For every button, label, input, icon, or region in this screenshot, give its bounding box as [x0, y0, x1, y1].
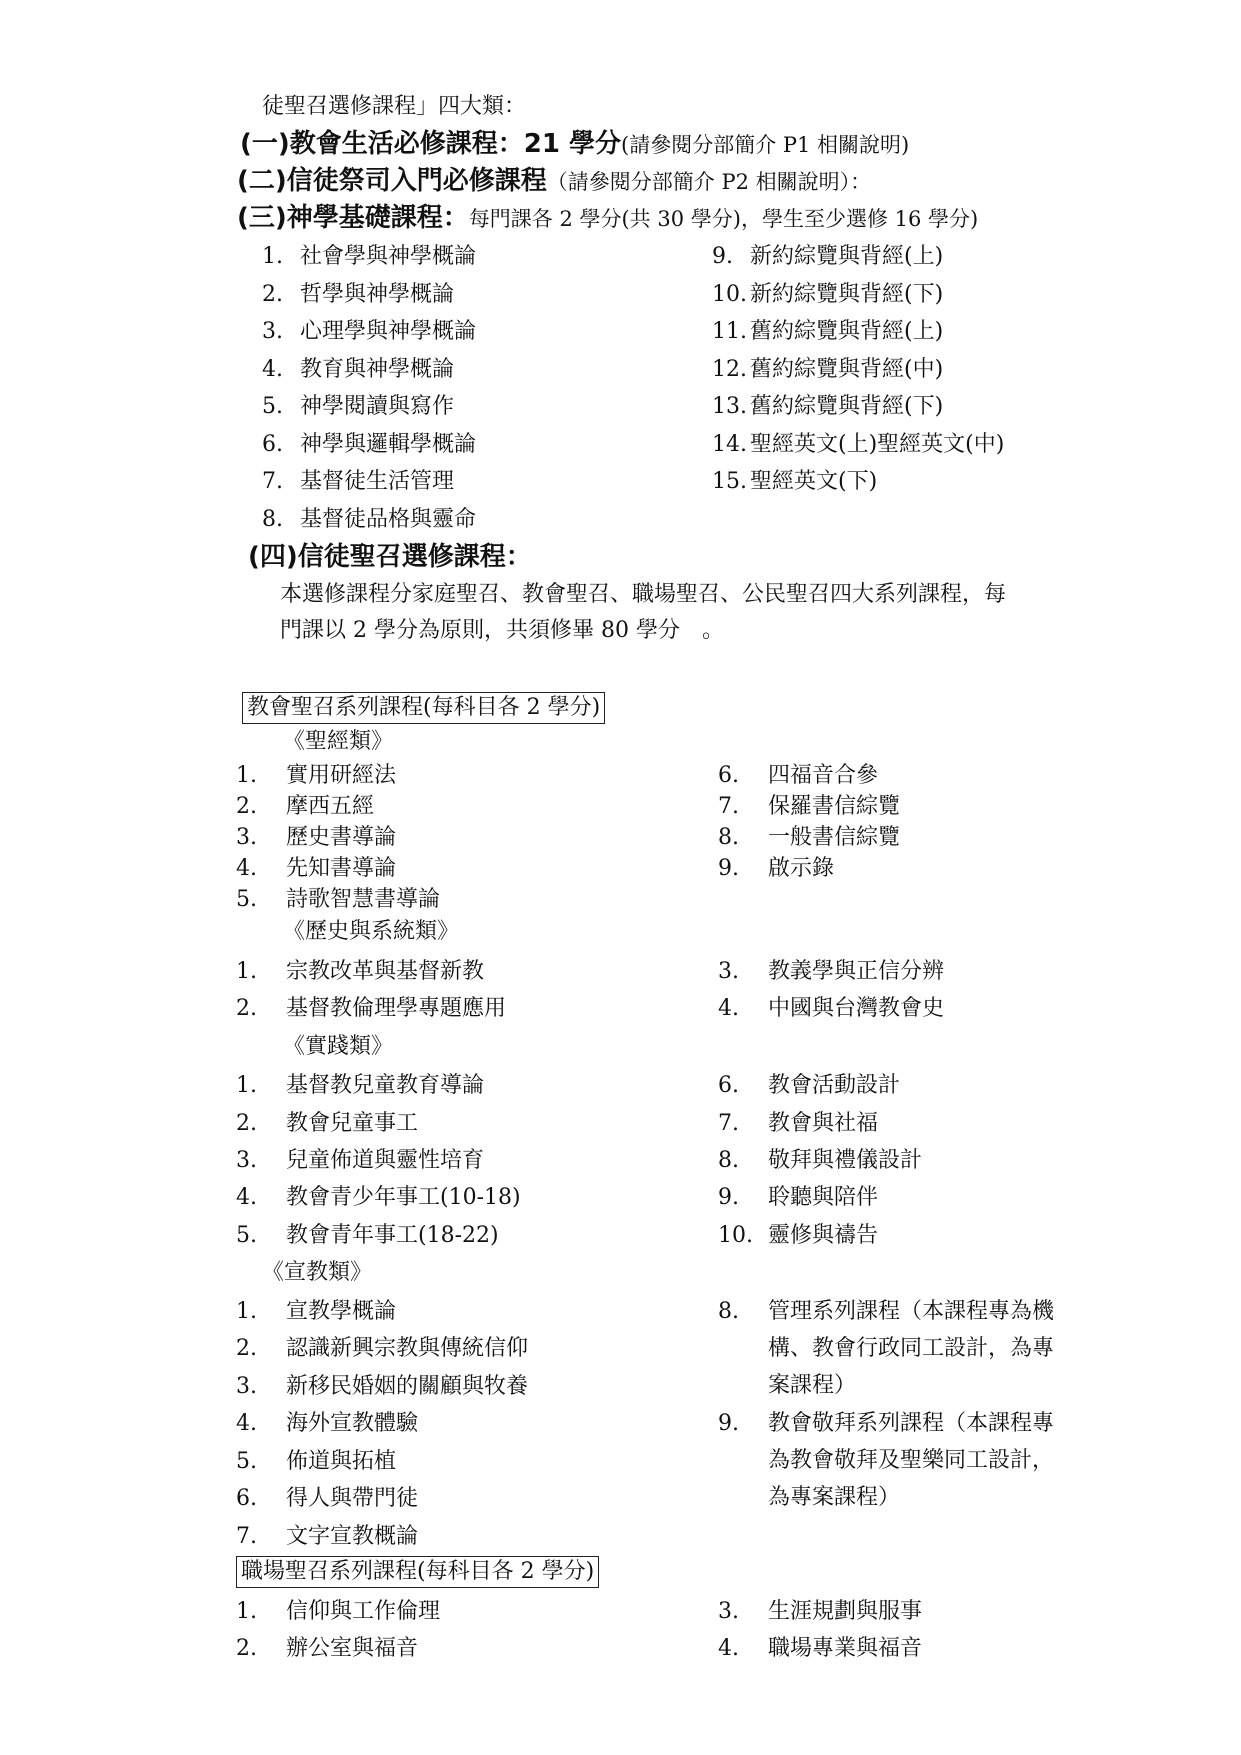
practice-category-label: 《實踐類》 — [283, 1034, 394, 1059]
foundation-course: 15. 聖經英文(下) — [712, 469, 878, 494]
history-category-label: 《歷史與系統類》 — [283, 919, 460, 944]
section-3-title: (三)神學基礎課程： — [237, 203, 469, 233]
foundation-course: 9. 新約綜覽與背經(上) — [712, 244, 944, 269]
foundation-course: 8. 基督徒品格與靈命 — [262, 507, 477, 532]
foundation-course: 5. 神學閱讀與寫作 — [262, 394, 455, 419]
intro-line: 徒聖召選修課程」四大類： — [262, 94, 527, 119]
list-item: 7. 教會與社福 — [718, 1111, 879, 1136]
list-item: 10. 靈修與禱告 — [718, 1223, 879, 1248]
list-item: 2. 辦公室與福音 — [236, 1636, 419, 1661]
section-1-note: (請參閱分部簡介 P1 相關說明) — [621, 133, 910, 157]
list-item: 2. 認識新興宗教與傳統信仰 — [236, 1336, 529, 1361]
list-item: 9. 啟示錄 — [718, 856, 835, 881]
list-item: 5. 教會青年事工(18-22) — [236, 1223, 499, 1248]
foundation-course: 14. 聖經英文(上)聖經英文(中) — [712, 432, 1005, 457]
list-item: 9. 聆聽與陪伴 — [718, 1185, 879, 1210]
list-item: 6. 得人與帶門徒 — [236, 1486, 419, 1511]
mission-category-label: 《宣教類》 — [262, 1260, 373, 1285]
list-item: 8. 敬拜與禮儀設計 — [718, 1148, 923, 1173]
list-item: 5. 佈道與拓植 — [236, 1449, 397, 1474]
list-item: 2. 教會兒童事工 — [236, 1111, 419, 1136]
list-item: 3. 教義學與正信分辨 — [718, 959, 945, 984]
section-3-heading — [237, 202, 978, 235]
section-4-heading — [248, 541, 532, 573]
list-item: 4. 中國與台灣教會史 — [718, 996, 945, 1021]
section-3-note: 每門課各 2 學分(共 30 學分)，學生至少選修 16 學分) — [468, 207, 979, 231]
list-item: 3. 新移民婚姻的關顧與牧養 — [236, 1374, 529, 1399]
foundation-course: 2. 哲學與神學概論 — [262, 282, 455, 307]
list-item: 1. 基督教兒童教育導論 — [236, 1073, 485, 1098]
workplace-series-title: 職場聖召系列課程(每科目各 2 學分) — [236, 1556, 599, 1588]
list-item: 1. 實用研經法 — [236, 763, 397, 788]
list-item: 6. 四福音合參 — [718, 763, 879, 788]
section-2-note: （請參閱分部簡介 P2 相關說明）： — [546, 170, 872, 194]
section-4-desc-line-2: 門課以 2 學分為原則，共須修畢 80 學分 。 — [280, 618, 724, 643]
list-item: 8. 管理系列課程（本課程專為機 構、教會行政同工設計，為專 案課程） — [718, 1299, 1055, 1398]
foundation-course: 13. 舊約綜覽與背經(下) — [712, 394, 944, 419]
list-item: 1. 信仰與工作倫理 — [236, 1599, 441, 1624]
foundation-course: 10. 新約綜覽與背經(下) — [712, 282, 944, 307]
list-item: 5. 詩歌智慧書導論 — [236, 887, 441, 912]
list-item: 9. 教會敬拜系列課程（本課程專 為教會敬拜及聖樂同工設計， 為專案課程） — [718, 1411, 1055, 1510]
foundation-course: 11. 舊約綜覽與背經(上) — [712, 319, 944, 344]
list-item: 4. 先知書導論 — [236, 856, 397, 881]
section-4-title: (四)信徒聖召選修課程： — [248, 542, 532, 572]
section-2-heading — [237, 165, 871, 198]
foundation-course: 1. 社會學與神學概論 — [262, 244, 477, 269]
list-item: 7. 保羅書信綜覽 — [718, 794, 901, 819]
section-2-title: (二)信徒祭司入門必修課程 — [237, 166, 547, 196]
list-item: 1. 宣教學概論 — [236, 1299, 397, 1324]
section-1-title: (一)教會生活必修課程：21 學分 — [240, 129, 621, 159]
foundation-course: 7. 基督徒生活管理 — [262, 469, 455, 494]
list-item: 1. 宗教改革與基督新教 — [236, 959, 485, 984]
list-item: 7. 文字宣教概論 — [236, 1524, 419, 1549]
list-item: 3. 兒童佈道與靈性培育 — [236, 1148, 485, 1173]
list-item: 4. 職場專業與福音 — [718, 1636, 923, 1661]
list-item: 3. 生涯規劃與服事 — [718, 1599, 923, 1624]
foundation-course: 3. 心理學與神學概論 — [262, 319, 477, 344]
section-4-desc-line-1: 本選修課程分家庭聖召、教會聖召、職場聖召、公民聖召四大系列課程，每 — [280, 582, 1007, 607]
list-item: 2. 摩西五經 — [236, 794, 375, 819]
foundation-course: 4. 教育與神學概論 — [262, 357, 455, 382]
list-item: 4. 海外宣教體驗 — [236, 1411, 419, 1436]
foundation-course: 12. 舊約綜覽與背經(中) — [712, 357, 944, 382]
church-series-title: 教會聖召系列課程(每科目各 2 學分) — [242, 692, 605, 724]
bible-category-label: 《聖經類》 — [283, 729, 394, 754]
list-item: 3. 歷史書導論 — [236, 825, 397, 850]
section-1-heading — [240, 128, 909, 161]
list-item: 2. 基督教倫理學專題應用 — [236, 996, 507, 1021]
list-item: 4. 教會青少年事工(10-18) — [236, 1185, 521, 1210]
list-item: 8. 一般書信綜覽 — [718, 825, 901, 850]
list-item: 6. 教會活動設計 — [718, 1073, 901, 1098]
foundation-course: 6. 神學與邏輯學概論 — [262, 432, 477, 457]
